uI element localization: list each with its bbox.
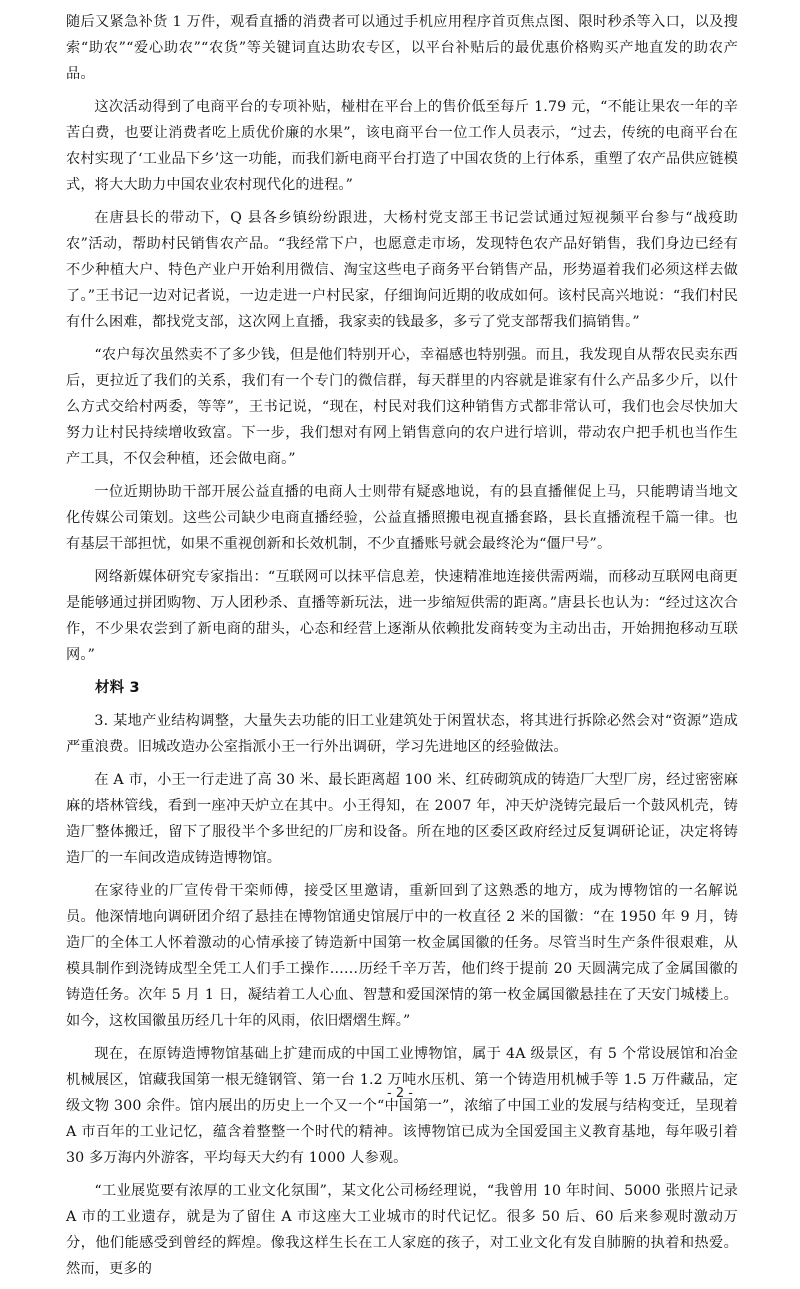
paragraph: 在唐县长的带动下，Q 县各乡镇纷纷跟进，大杨村党支部王书记尝试通过短视频平台参与“战疫助农”活动，帮助村民销售农产品。“我经常下户，也愿意走市场，发现特色农产品好销售，我们身边已经有不少种植大户、特色产业户开始利用微信、淘宝这些电子商务平台销售产品，形势逼着我们必须这样去做了。”王书记一边对记者说，一边走进一户村民家，仔细询问近期的收成如何。该村民高兴地说：“我们村民有什么困难，都找党支部，这次网上直播，我家卖的钱最多，多亏了党支部帮我们搞销售。” [66, 210, 738, 330]
paragraph: 在 A 市，小王一行走进了高 30 米、最长距离超 100 米、红砖砌筑成的铸造厂大型厂房，经过密密麻麻的塔林管线，看到一座冲天炉立在其中。小王得知，在 2007 年，冲天炉浇铸完最后一个鼓风机壳，铸造厂整体搬迁，留下了服役半个多世纪的厂房和设备。所在地的区委区政府经过反复调研论证，决定将铸造厂的一车间改造成铸造博物馆。 [66, 772, 738, 866]
paragraph: 现在，在原铸造博物馆基础上扩建而成的中国工业博物馆，属于 4A 级景区，有 5 个常设展馆和冶金机械展区，馆藏我国第一根无缝钢管、第一台 1.2 万吨水压机、第一个铸造用机械手等 1.5 万件藏品，定级文物 300 余件。馆内展出的历史上一个又一个“中国第一”，浓缩了中国工业的发展与结构变迁，呈现着 A 市百年的工业记忆，蕴含着整整一个时代的精神。该博物馆已成为全国爱国主义教育基地，每年吸引着 30 多万海内外游客，平均每天大约有 1000 人参观。 [66, 1046, 738, 1166]
paragraph: 随后又紧急补货 1 万件，观看直播的消费者可以通过手机应用程序首页焦点图、限时秒杀等入口，以及搜索“助农”“爱心助农”“农货”等关键词直达助农专区，以平台补贴后的最优惠价格购买产地直发的助农产品。 [66, 14, 738, 82]
paragraph: 这次活动得到了电商平台的专项补贴，椪柑在平台上的售价低至每斤 1.79 元，“不能让果农一年的辛苦白费，也要让消费者吃上质优价廉的水果”，该电商平台一位工作人员表示，“过去，传统的电商平台在农村实现了‘工业品下乡’这一功能，而我们新电商平台打造了中国农货的上行体系，重塑了农产品供应链模式，将大大助力中国农业农村现代化的进程。” [66, 99, 738, 193]
paragraph: “农户每次虽然卖不了多少钱，但是他们特别开心，幸福感也特别强。而且，我发现自从帮农民卖东西后，更拉近了我们的关系，我们有一个专门的微信群，每天群里的内容就是谁家有什么产品多少斤，以什么方式交给村两委，等等”，王书记说，“现在，村民对我们这种销售方式都非常认可，我们也会尽快加大努力让村民持续增收致富。下一步，我们想对有网上销售意向的农户进行培训，带动农户把手机也当作生产工具，不仅会种植，还会做电商。” [66, 347, 738, 467]
paragraph: “工业展览要有浓厚的工业文化氛围”，某文化公司杨经理说，“我曾用 10 年时间、5000 张照片记录 A 市的工业遗存，就是为了留住 A 市这座大工业城市的时代记忆。很多 50 后、60 后来参观时激动万分，他们能感受到曾经的辉煌。像我这样生长在工人家庭的孩子，对工业文化有发自肺腑的执着和热爱。然而，更多的 [66, 1183, 738, 1277]
paragraph: 在家待业的厂宣传骨干栾师傅，接受区里邀请，重新回到了这熟悉的地方，成为博物馆的一名解说员。他深情地向调研团介绍了悬挂在博物馆通史馆展厅中的一枚直径 2 米的国徽：“在 1950 年 9 月，铸造厂的全体工人怀着激动的心情承接了铸造新中国第一枚金属国徽的任务。尽管当时生产条件很艰难，从模具制作到浇铸成型全凭工人们手工操作……历经千辛万苦，他们终于提前 20 天圆满完成了金属国徽的铸造任务。次年 5 月 1 日，凝结着工人心血、智慧和爱国深情的第一枚金属国徽悬挂在了天安门城楼上。如今，这枚国徽虽历经几十年的风雨，依旧熠熠生辉。” [66, 883, 738, 1029]
page-number: - 2 - [387, 1086, 413, 1101]
paragraph: 一位近期协助干部开展公益直播的电商人士则带有疑惑地说，有的县直播催促上马，只能聘请当地文化传媒公司策划。这些公司缺少电商直播经验，公益直播照搬电视直播套路，县长直播流程千篇一律。也有基层干部担忧，如果不重视创新和长效机制，不少直播账号就会最终沦为“僵尸号”。 [66, 484, 738, 552]
paragraph: 3. 某地产业结构调整，大量失去功能的旧工业建筑处于闲置状态，将其进行拆除必然会对“资源”造成严重浪费。旧城改造办公室指派小王一行外出调研，学习先进地区的经验做法。 [66, 713, 738, 755]
section-heading: 材料 3 [95, 680, 140, 696]
paragraph: 网络新媒体研究专家指出：“互联网可以抹平信息差，快速精准地连接供需两端，而移动互联网电商更是能够通过拼团购物、万人团秒杀、直播等新玩法，进一步缩短供需的距离。”唐县长也认为：“经过这次合作，不少果农尝到了新电商的甜头，心态和经营上逐渐从依赖批发商转变为主动出击，开始拥抱移动互联网。” [66, 569, 738, 663]
